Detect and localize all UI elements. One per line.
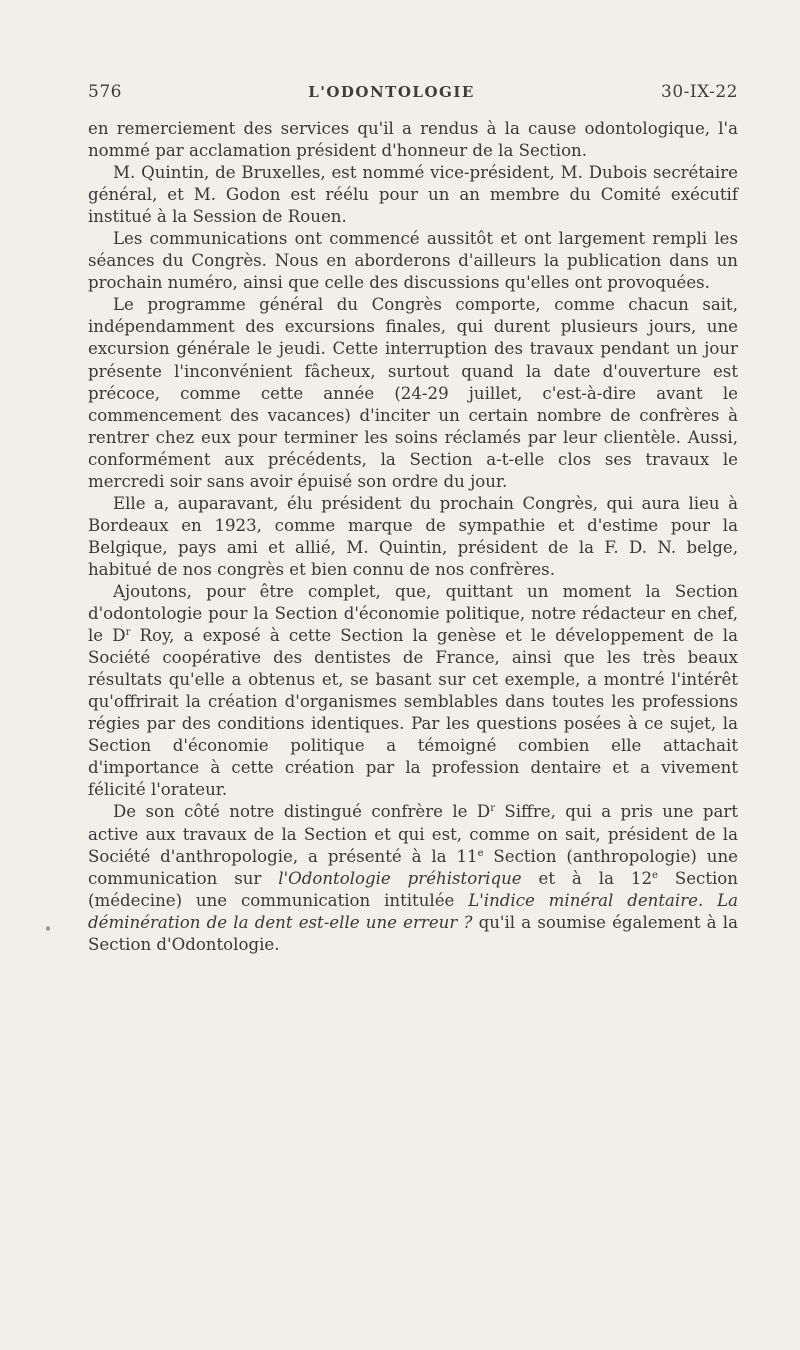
superscript-ordinal: e	[477, 847, 484, 859]
paragraph-7-text-a: De son côté notre distingué confrère le D	[113, 802, 491, 822]
paragraph-2: M. Quintin, de Bruxelles, est nommé vice-président, M. Dubois secrétaire général, et M. Godon est réélu pour un an membre du Comité exécutif institué à la Session de Rouen.	[88, 163, 738, 227]
paragraph-6	[88, 581, 738, 801]
paragraph-6-text-b: Roy, a exposé à cette Section la genèse et le développement de la Société coopérative des dentistes de France, ainsi que les très beaux résultats qu'elle a obtenus et, se basant sur cet exemple, a montré l'intérêt qu'offrirait la création d'organismes semblables dans toutes les professions régies par des conditions identiques. Par les questions posées à ce sujet, la Section d'économie politique a témoigné combien elle attachait d'importance à cette création par la profession dentaire et a vivement félicité l'orateur.	[88, 626, 738, 800]
superscript-dr: r	[125, 627, 131, 639]
running-header	[88, 82, 738, 112]
document-page	[88, 82, 738, 956]
paragraph-5	[88, 493, 738, 581]
paragraph-1: en remerciement des services qu'il a rendus à la cause odontologique, l'a nommé par acclamation président d'honneur de la Section.	[88, 119, 738, 161]
paragraph-5-text: Elle a, auparavant, élu président du prochain Congrès, qui aura lieu à Bordeaux en 1923, comme marque de sympathie et d'estime pour la Belgique, pays ami et allié, M. Quintin, président de la F. D. N. belge, habitué de nos congrès et bien connu de nos confrères.	[88, 493, 738, 579]
paragraph-6-text-a: Ajoutons, pour être complet, que, quittant un moment la Section d'odontologie pour la Section d'économie politique, notre rédacteur en chef, le D	[88, 581, 738, 646]
paragraph-7-text-b: Siffre, qui a pris une part active aux travaux de la Section et qui est, comme on sait, président de la Société d'anthropologie, a présenté à la 11	[88, 802, 738, 866]
paragraph-7-text-e: Section (médecine) une communication intitulée	[88, 868, 738, 910]
superscript-dr: r	[490, 803, 495, 815]
superscript-ordinal: e	[652, 869, 658, 881]
paragraph-3: Les communications ont commencé aussitôt et ont largement rempli les séances du Congrès. Nous en aborderons d'ailleurs la publication dans un prochain numéro, ainsi que celle des discussions qu'elles ont provoquées.	[88, 229, 738, 293]
paragraph-4: Le programme général du Congrès comporte, comme chacun sait, indépendamment des excursions finales, qui durent plusieurs jours, une excursion générale le jeudi. Cette interruption des travaux pendant un jour présente l'inconvénient fâcheux, surtout quand la date d'ouverture est précoce, comme cette année (24-29 juillet, c'est-à-dire avant le commencement des vacances) d'inciter un certain nombre de confrères à rentrer chez eux pour terminer les soins réclamés par leur clientèle. Aussi, conformément aux précédents, la Section a-t-elle clos ses travaux le mercredi soir sans avoir épuisé son ordre du jour.	[88, 295, 738, 491]
paper-speck	[46, 926, 50, 931]
paragraph-7	[88, 801, 738, 955]
paragraph-7-text-c: Section (anthropologie) une communication sur	[88, 846, 738, 888]
italic-title-indice-mineral: L'indice minéral dentaire. La déminération de la dent est-elle une erreur ?	[88, 890, 738, 932]
paragraph-7-text-d: et à la 12	[521, 868, 652, 888]
italic-title-prehistorique: l'Odontologie préhistorique	[278, 868, 522, 888]
issue-date: 30-IX-22	[661, 82, 738, 102]
page-number: 576	[88, 82, 122, 102]
article-body	[88, 118, 738, 956]
paragraph-7-text-f: qu'il a soumise également à la Section d'Odontologie.	[88, 912, 738, 954]
journal-title: L'ODONTOLOGIE	[308, 83, 475, 101]
